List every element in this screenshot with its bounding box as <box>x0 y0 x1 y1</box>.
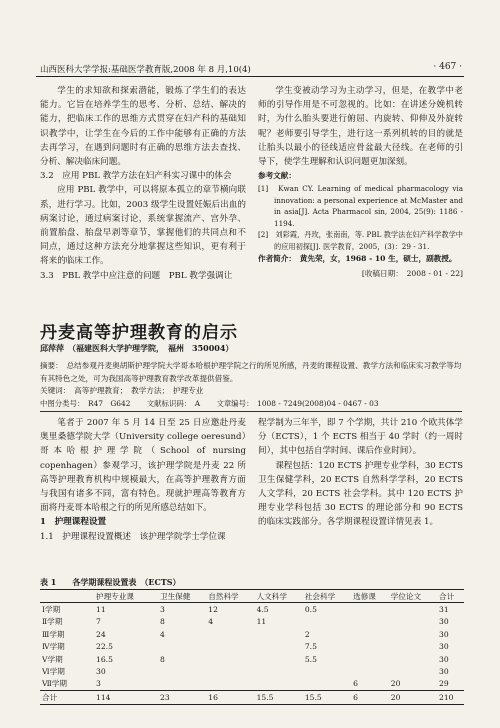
table-cell: 16 <box>208 692 218 702</box>
table-cell: 5.5 <box>304 654 317 664</box>
table-cell: 2 <box>304 629 310 639</box>
author-bio: 作者简介： 黄先荣，女，1968 - 10 生，硕士，副教授。 <box>258 254 457 264</box>
section-1-1-heading: 1.1 护理课程设置概述 该护理学院学士学位课 <box>40 531 226 542</box>
table-cell: 30 <box>439 642 449 652</box>
table-cell: 4 <box>208 617 214 627</box>
table-cell: 30 <box>439 667 449 677</box>
clc-number: 中图分类号： R47 G642 <box>40 399 131 408</box>
table-cell <box>351 603 389 616</box>
table-cell <box>389 653 437 665</box>
section-3-2-heading: 3.2 应用 PBL 教学方法在妇产科实习课中的体会 <box>40 171 232 182</box>
table-cell <box>351 628 389 640</box>
table-cell: 6 <box>353 679 358 689</box>
table-cell <box>351 641 389 653</box>
course-table <box>40 589 464 705</box>
table-cell: Ⅵ学期 <box>42 667 65 677</box>
table-cell: 30 <box>439 617 449 627</box>
table-cell <box>351 665 389 677</box>
table-cell <box>389 616 437 628</box>
table-cell: 20 <box>390 679 401 689</box>
table-row <box>40 665 464 677</box>
table-cell: 29 <box>439 679 449 689</box>
table-cell: 11 <box>256 617 267 627</box>
table-cell: Ⅶ学期 <box>42 679 67 689</box>
table-cell: 24 <box>96 629 106 639</box>
table-cell: 4 <box>160 629 165 639</box>
table-cell <box>255 641 303 653</box>
divider <box>40 411 462 412</box>
table-cell <box>255 653 303 665</box>
body-left-column <box>40 416 246 544</box>
section-3-3-heading: 3.3 PBL 教学中应注意的问题 PBL 教学强调让 <box>40 270 233 281</box>
header-cell: 自然科学 <box>208 591 239 601</box>
abstract <box>40 360 462 398</box>
table-row <box>40 616 464 628</box>
table-cell: 23 <box>160 692 170 702</box>
body-right-column <box>258 416 463 530</box>
table-caption: 表 1 各学期课程设置表 （ECTS） <box>40 577 181 587</box>
header-cell: 社会科学 <box>304 591 336 601</box>
classification-line <box>40 398 462 409</box>
table-cell <box>389 641 437 653</box>
table-cell: 0.5 <box>304 605 317 615</box>
top-right-column <box>258 84 463 281</box>
table-cell: Ⅳ学期 <box>42 642 65 652</box>
table-cell: Ⅰ学期 <box>42 605 61 615</box>
header-cell: 护理专业课 <box>96 591 134 601</box>
table-cell <box>206 665 254 677</box>
table-cell: 7.5 <box>304 642 317 652</box>
table-cell <box>158 665 206 677</box>
table-cell: 22.5 <box>96 642 113 652</box>
table-cell: 15.5 <box>304 692 322 702</box>
body-right-para-2: 课程包括：120 ECTS 护理专业学科，30 ECTS 卫生保健学科，20 ECTS 自然科学学科，20 ECTS 人文学科，20 ECTS 社会学科。其中 120 ECTS 护理专业学科包括 30 ECTS 的理论部分和 90 ECTS 的临床实践部分。各学期课程设置详情见表 1。 <box>258 460 463 528</box>
table-cell: 11 <box>96 605 106 615</box>
table-cell <box>255 678 303 691</box>
article-number: 文章编号： 1008 - 7249(2008)04 - 0467 - 03 <box>216 399 379 408</box>
table-cell: 31 <box>439 605 449 615</box>
table-cell: 16.5 <box>96 654 113 664</box>
table-row <box>40 603 464 616</box>
table-cell <box>206 653 254 665</box>
journal-citation: 山西医科大学学报:基础医学教育版,2008 年 8 月,10(4) <box>40 65 251 75</box>
table-cell: 30 <box>439 654 449 664</box>
header-cell: 合计 <box>439 591 455 601</box>
table-cell <box>389 665 437 677</box>
table-cell <box>351 616 389 628</box>
table-cell: 3 <box>96 679 101 689</box>
table-cell: 12 <box>208 605 218 615</box>
table-cell: 20 <box>390 692 401 702</box>
table-cell: 15.5 <box>256 692 274 702</box>
top-right-para: 学生变被动学习为主动学习，但是，在教学中老师的引导作用是不可忽视的。比如：在讲述分娩机转时，为什么胎头要进行俯屈、内旋转、仰伸及外旋转呢？老师要引导学生，进行这一系列机转的目的就是让胎头以最小的径线适应骨盆最大径线。在老师的引导下，使学生理解和认识问题更加深刻。 <box>258 86 463 168</box>
table-cell: Ⅲ学期 <box>42 629 65 639</box>
article-title: 丹麦高等护理教育的启示 <box>40 323 238 343</box>
body-intro-para: 笔者于 2007 年 5 月 14 日至 25 日应邀赴丹麦奥里桑德学院大学（University college oeresund）哥本哈根护理学院（School of nursing copenhagen）参观学习，该护理学院是丹麦 22 所高等护理教育机构中规模最大，在高等护理教育方面与我国有诸多不同，富有特色。现就护理高等教育方面将丹麦哥本哈根之行的所见所感总结如下。 <box>40 418 246 514</box>
table-cell: Ⅴ学期 <box>42 654 63 664</box>
reference-item: [2] 刘彩霞，丹玫，张南南，等. PBL 教学法在妇产科学教学中的应用初探[J]. 医学教育，2005，(3)：29 - 31. <box>258 230 463 251</box>
table-cell: 6 <box>353 692 358 702</box>
table-cell <box>255 665 303 677</box>
top-left-column <box>40 84 246 283</box>
references-list <box>258 183 463 252</box>
reference-item: [1] Kwan CY. Learning of medical pharmacology via innovation: a personal experience at McMaster and in asia[J]. Acta Pharmacol sin, 2004, 25(9): 1186 - 1194. <box>258 184 463 228</box>
header-cell: 卫生保健 <box>160 591 191 601</box>
top-left-para: 学生的求知欲和探索潜能，锻炼了学生们的表达能力。它旨在培养学生的思考、分析、总结、解决的能力，把临床工作的思维方式贯穿在妇产科的基础知识教学中，让学生在今后的工作中能够有正确的方法去再学习，在遇到问题时有正确的思维方法去查找、分析、解决临床问题。 <box>40 86 246 168</box>
table-cell: 合计 <box>42 692 58 702</box>
table-cell <box>303 678 351 691</box>
table-cell <box>389 603 437 616</box>
table-cell <box>389 628 437 640</box>
body-right-para: 程学制为三年半，即 7 个学期，共计 210 个欧共体学分（ECTS），1 个 ECTS 相当于 40 学时（约一周时间），其中包括自学时间、课后作业时间）。 <box>258 418 463 457</box>
table-row <box>40 678 464 691</box>
table-cell: 8 <box>160 654 165 664</box>
header-cell <box>40 590 94 603</box>
section-1-heading: 1 护理课程设置 <box>40 517 107 528</box>
table-cell: Ⅱ学期 <box>42 617 63 627</box>
table-cell <box>206 641 254 653</box>
table-row <box>40 628 464 640</box>
table-cell <box>206 678 254 691</box>
table-row <box>40 653 464 665</box>
document-code: 文献标识码： A <box>146 399 201 408</box>
table-body <box>40 603 464 704</box>
article-author: 邱萍萍 （福建医科大学护理学院， 福州 350004） <box>40 343 234 353</box>
table-header-row <box>40 590 464 603</box>
table-cell <box>255 628 303 640</box>
table-cell: 30 <box>96 667 106 677</box>
table-cell <box>303 616 351 628</box>
table-cell: 30 <box>439 629 449 639</box>
table-cell: 4.5 <box>256 605 269 615</box>
header-cell: 学位论文 <box>390 591 422 601</box>
table-row <box>40 691 464 704</box>
abstract-text: 摘要： 总结参观丹麦奥胡斯护理学院大学哥本哈根护理学院之行的所见所感，丹麦的课程设置、教学方法和临床实习教学等均有其特色之处，可为我国高等护理教育教学改革提供借鉴。 <box>40 361 462 383</box>
table-cell: 3 <box>160 605 165 615</box>
table-cell <box>158 678 206 691</box>
table-cell: 7 <box>96 617 101 627</box>
table-row <box>40 641 464 653</box>
table-cell <box>206 628 254 640</box>
table-cell: 8 <box>160 617 165 627</box>
received-date: [收稿日期： 2008 - 01 - 22] <box>361 268 463 278</box>
table-cell <box>351 653 389 665</box>
table-cell <box>303 665 351 677</box>
page-number: · 467 · <box>433 62 462 72</box>
table-cell: 210 <box>439 692 454 702</box>
top-left-para-2: 应用 PBL 教学中，可以将原本孤立的章节横向联系，进行学习。比如，2003 级学生设置妊娠后出血的病案讨论，通过病案讨论，系统掌握流产、宫外孕、前置胎盘、胎盘早剥等章节，掌握他们的共同点和不同点，通过这种方法充分地掌握这些知识，更有利于将来的临床工作。 <box>40 185 246 267</box>
table-cell <box>158 641 206 653</box>
references-title: 参考文献： <box>258 171 296 181</box>
running-header <box>36 62 464 77</box>
keywords: 关键词： 高等护理教育； 教学方法； 护理专业 <box>40 386 204 395</box>
table-cell: 114 <box>96 692 111 702</box>
header-cell: 选修课 <box>353 591 376 601</box>
header-cell: 人文科学 <box>256 591 287 601</box>
